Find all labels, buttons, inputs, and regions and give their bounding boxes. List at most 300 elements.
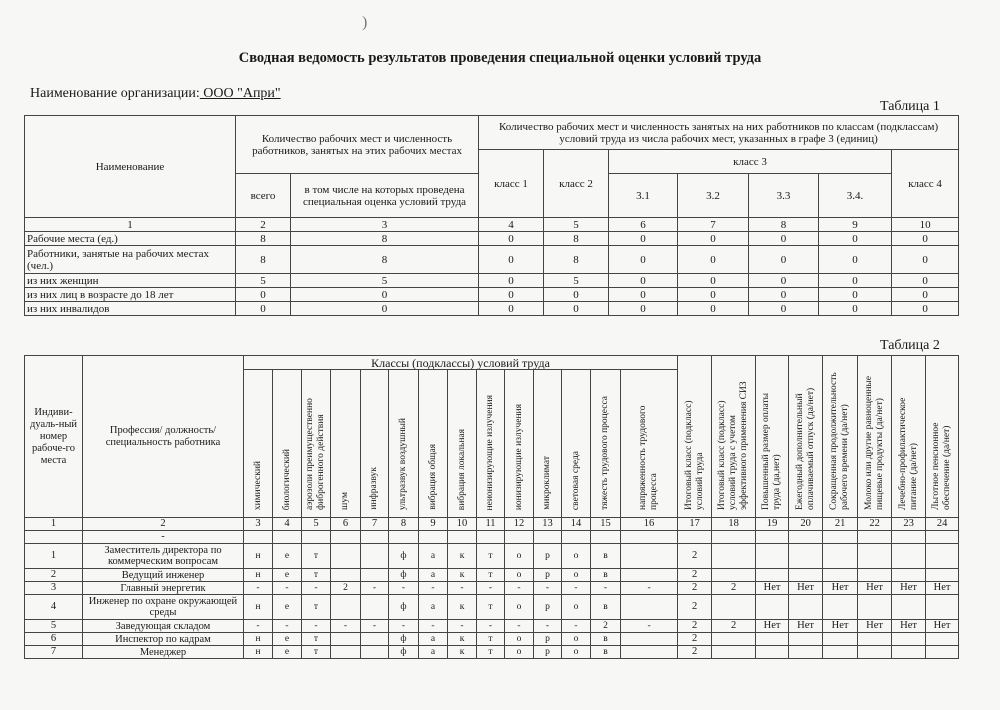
cell: о bbox=[505, 569, 534, 582]
header-factor-labor-intensity bbox=[621, 370, 678, 518]
cell: 0 bbox=[749, 288, 819, 302]
cell: - bbox=[83, 531, 244, 544]
header-name: Наименование bbox=[25, 116, 236, 218]
cell: - bbox=[505, 620, 534, 633]
header-vacation bbox=[789, 356, 823, 518]
cell: т bbox=[477, 569, 505, 582]
cell: 8 bbox=[236, 246, 291, 274]
cell: 0 bbox=[544, 288, 609, 302]
cell: - bbox=[273, 620, 302, 633]
cell bbox=[712, 569, 756, 582]
cell bbox=[712, 646, 756, 659]
profession: Менеджер bbox=[83, 646, 244, 659]
workplace-id: 5 bbox=[25, 620, 83, 633]
header-text: биологический bbox=[281, 448, 292, 510]
cell: к bbox=[448, 646, 477, 659]
cell bbox=[926, 544, 959, 569]
cell: а bbox=[419, 595, 448, 620]
cell bbox=[712, 633, 756, 646]
cell bbox=[331, 569, 361, 582]
row-name: Рабочие места (ед.) bbox=[25, 232, 236, 246]
cell: т bbox=[302, 569, 331, 582]
cell: о bbox=[562, 646, 591, 659]
cell bbox=[361, 633, 389, 646]
cell: - bbox=[477, 620, 505, 633]
cell: 0 bbox=[819, 232, 892, 246]
cell: о bbox=[562, 633, 591, 646]
cell: 5 bbox=[544, 274, 609, 288]
cell: 2 bbox=[678, 633, 712, 646]
header-factor-vibration-general bbox=[419, 370, 448, 518]
cell bbox=[756, 595, 789, 620]
col-num: 20 bbox=[789, 518, 823, 531]
cell bbox=[25, 531, 83, 544]
cell: Нет bbox=[858, 620, 892, 633]
cell bbox=[789, 595, 823, 620]
cell: е bbox=[273, 595, 302, 620]
header-factor-vibration-local bbox=[448, 370, 477, 518]
cell bbox=[823, 646, 858, 659]
cell: ф bbox=[389, 569, 419, 582]
cell: 0 bbox=[479, 302, 544, 316]
col-num: 15 bbox=[591, 518, 621, 531]
cell: р bbox=[534, 569, 562, 582]
col-num: 9 bbox=[819, 218, 892, 232]
header-class3-4: 3.4. bbox=[819, 174, 892, 218]
cell: 2 bbox=[678, 569, 712, 582]
cell: 0 bbox=[678, 232, 749, 246]
cell: Нет bbox=[823, 620, 858, 633]
cell bbox=[926, 646, 959, 659]
cell: 5 bbox=[236, 274, 291, 288]
cell: р bbox=[534, 646, 562, 659]
header-factor-infrasound bbox=[361, 370, 389, 518]
cell bbox=[331, 633, 361, 646]
header-text: Льготное пенсионное обеспечение (да/нет) bbox=[931, 422, 953, 510]
cell: 0 bbox=[749, 302, 819, 316]
cell: - bbox=[621, 620, 678, 633]
col-num: 5 bbox=[544, 218, 609, 232]
cell: т bbox=[477, 633, 505, 646]
cell bbox=[331, 646, 361, 659]
header-class3-2: 3.2 bbox=[678, 174, 749, 218]
col-num: 10 bbox=[892, 218, 959, 232]
cell: 0 bbox=[291, 288, 479, 302]
cell: - bbox=[591, 582, 621, 595]
header-short-time bbox=[823, 356, 858, 518]
cell: - bbox=[273, 582, 302, 595]
cell: в bbox=[591, 595, 621, 620]
cell: 8 bbox=[544, 246, 609, 274]
header-text: ионизирующие излучения bbox=[513, 403, 524, 510]
cell: - bbox=[389, 620, 419, 633]
hole-punch-mark: ) bbox=[362, 14, 368, 31]
cell bbox=[331, 595, 361, 620]
col-num: 1 bbox=[25, 218, 236, 232]
cell bbox=[361, 544, 389, 569]
cell bbox=[361, 646, 389, 659]
header-food bbox=[892, 356, 926, 518]
col-num: 18 bbox=[712, 518, 756, 531]
cell: а bbox=[419, 544, 448, 569]
cell: Нет bbox=[823, 582, 858, 595]
cell: а bbox=[419, 646, 448, 659]
table-row bbox=[25, 544, 959, 569]
col-num: 2 bbox=[236, 218, 291, 232]
cell: 0 bbox=[892, 274, 959, 288]
col-num: 22 bbox=[858, 518, 892, 531]
cell: 0 bbox=[479, 288, 544, 302]
col-num: 3 bbox=[244, 518, 273, 531]
cell: - bbox=[534, 582, 562, 595]
cell: 0 bbox=[819, 246, 892, 274]
cell: т bbox=[477, 544, 505, 569]
cell: - bbox=[302, 620, 331, 633]
cell bbox=[858, 544, 892, 569]
row-name: Работники, занятые на рабочих местах (чел.) bbox=[25, 246, 236, 274]
cell: 0 bbox=[892, 288, 959, 302]
cell: 0 bbox=[609, 274, 678, 288]
cell: 8 bbox=[236, 232, 291, 246]
header-class3-3: 3.3 bbox=[749, 174, 819, 218]
header-class1: класс 1 bbox=[479, 150, 544, 218]
workplace-id: 3 bbox=[25, 582, 83, 595]
cell: о bbox=[562, 544, 591, 569]
cell bbox=[361, 569, 389, 582]
header-workplaces-group: Количество рабочих мест и численность работников, занятых на этих рабочих местах bbox=[236, 116, 479, 174]
col-num: 9 bbox=[419, 518, 448, 531]
cell: - bbox=[419, 582, 448, 595]
cell bbox=[892, 595, 926, 620]
separator-row bbox=[25, 531, 959, 544]
cell: 0 bbox=[609, 302, 678, 316]
cell bbox=[858, 569, 892, 582]
cell: 0 bbox=[479, 246, 544, 274]
table1-label: Таблица 1 bbox=[880, 99, 940, 114]
col-num: 10 bbox=[448, 518, 477, 531]
column-numbers-row bbox=[25, 218, 959, 232]
cell bbox=[756, 633, 789, 646]
cell: ф bbox=[389, 646, 419, 659]
cell: 2 bbox=[678, 544, 712, 569]
header-factor-noise bbox=[331, 370, 361, 518]
cell: 0 bbox=[749, 232, 819, 246]
cell: 2 bbox=[678, 582, 712, 595]
header-factor-aerosols bbox=[302, 370, 331, 518]
col-num: 6 bbox=[331, 518, 361, 531]
cell: к bbox=[448, 633, 477, 646]
header-factor-labor-severity bbox=[591, 370, 621, 518]
table-row bbox=[25, 582, 959, 595]
col-num: 3 bbox=[291, 218, 479, 232]
header-text: инфразвук bbox=[369, 467, 379, 510]
col-num: 21 bbox=[823, 518, 858, 531]
header-classes-group: Классы (подклассы) условий труда bbox=[244, 356, 678, 370]
cell bbox=[823, 544, 858, 569]
cell: Нет bbox=[892, 620, 926, 633]
col-num: 14 bbox=[562, 518, 591, 531]
profession: Заместитель директора по коммерческим вопросам bbox=[83, 544, 244, 569]
header-workplace-id: Индиви-дуаль-ный номер рабоче-го места bbox=[25, 356, 83, 518]
header-text: неионизирующие излучения bbox=[485, 394, 495, 510]
header-text: Итоговый класс (подкласс) условий труда с учетом эффективного применения СИЗ bbox=[717, 381, 750, 510]
cell: а bbox=[419, 569, 448, 582]
cell bbox=[823, 569, 858, 582]
cell: Нет bbox=[926, 582, 959, 595]
header-profession: Профессия/ должность/ специальность работника bbox=[83, 356, 244, 518]
header-total: всего bbox=[236, 174, 291, 218]
cell: 8 bbox=[544, 232, 609, 246]
cell: - bbox=[331, 620, 361, 633]
cell: н bbox=[244, 633, 273, 646]
cell: - bbox=[562, 582, 591, 595]
row-name: из них инвалидов bbox=[25, 302, 236, 316]
summary-table-2 bbox=[24, 355, 959, 659]
table-row bbox=[25, 633, 959, 646]
cell: - bbox=[389, 582, 419, 595]
cell bbox=[789, 544, 823, 569]
cell: Нет bbox=[756, 582, 789, 595]
col-num: 8 bbox=[749, 218, 819, 232]
cell bbox=[621, 646, 678, 659]
document-title: Сводная ведомость результатов проведения специальной оценки условий труда bbox=[238, 50, 762, 66]
cell bbox=[331, 544, 361, 569]
cell bbox=[858, 646, 892, 659]
table-row bbox=[25, 274, 959, 288]
header-assessed: в том числе на которых проведена специальная оценка условий труда bbox=[291, 174, 479, 218]
cell: о bbox=[562, 569, 591, 582]
cell: н bbox=[244, 595, 273, 620]
header-text: Лечебно-профилактическое питание (да/нет) bbox=[897, 397, 919, 510]
col-num: 12 bbox=[505, 518, 534, 531]
header-factor-ionizing bbox=[505, 370, 534, 518]
cell: о bbox=[562, 595, 591, 620]
col-num: 19 bbox=[756, 518, 789, 531]
cell: 5 bbox=[291, 274, 479, 288]
summary-table-1 bbox=[24, 115, 959, 316]
cell: ф bbox=[389, 544, 419, 569]
cell: т bbox=[302, 544, 331, 569]
header-text: шум bbox=[340, 492, 350, 510]
cell: е bbox=[273, 633, 302, 646]
cell: 0 bbox=[678, 274, 749, 288]
cell: - bbox=[448, 582, 477, 595]
cell: - bbox=[361, 582, 389, 595]
cell: 8 bbox=[291, 232, 479, 246]
header-factor-microclimate bbox=[534, 370, 562, 518]
table2-label: Таблица 2 bbox=[880, 338, 940, 353]
cell bbox=[823, 595, 858, 620]
header-milk bbox=[858, 356, 892, 518]
cell: Нет bbox=[858, 582, 892, 595]
header-text: Сокращенная продолжительность рабочего времени (да/нет) bbox=[829, 372, 851, 510]
col-num: 6 bbox=[609, 218, 678, 232]
col-num: 13 bbox=[534, 518, 562, 531]
col-num: 4 bbox=[273, 518, 302, 531]
cell: в bbox=[591, 633, 621, 646]
col-num: 7 bbox=[361, 518, 389, 531]
col-num: 23 bbox=[892, 518, 926, 531]
cell: 0 bbox=[609, 232, 678, 246]
table-row bbox=[25, 246, 959, 274]
header-pay bbox=[756, 356, 789, 518]
cell: 0 bbox=[892, 232, 959, 246]
header-final-class-siz bbox=[712, 356, 756, 518]
col-num: 7 bbox=[678, 218, 749, 232]
cell: к bbox=[448, 595, 477, 620]
col-num: 16 bbox=[621, 518, 678, 531]
cell bbox=[756, 646, 789, 659]
cell: 2 bbox=[591, 620, 621, 633]
cell bbox=[892, 633, 926, 646]
cell: о bbox=[505, 595, 534, 620]
row-name: из них лиц в возрасте до 18 лет bbox=[25, 288, 236, 302]
profession: Инженер по охране окружающей среды bbox=[83, 595, 244, 620]
cell: 0 bbox=[609, 246, 678, 274]
cell: т bbox=[477, 595, 505, 620]
cell: Нет bbox=[789, 620, 823, 633]
cell: к bbox=[448, 544, 477, 569]
col-num: 1 bbox=[25, 518, 83, 531]
cell: - bbox=[244, 620, 273, 633]
cell: н bbox=[244, 544, 273, 569]
cell: 0 bbox=[479, 232, 544, 246]
cell: - bbox=[621, 582, 678, 595]
header-classes-group: Количество рабочих мест и численность занятых на них работников по классам (подклассам) условий труда из числа рабочих мест, указанных в графе 3 (единиц) bbox=[479, 116, 959, 150]
header-text: аэрозоли преимущественно фиброгенного действия bbox=[305, 398, 326, 510]
cell: - bbox=[244, 582, 273, 595]
cell: 0 bbox=[749, 246, 819, 274]
header-class3: класс 3 bbox=[609, 150, 892, 174]
cell bbox=[926, 633, 959, 646]
cell: - bbox=[419, 620, 448, 633]
header-text: ультразвук воздушный bbox=[398, 417, 408, 510]
workplace-id: 1 bbox=[25, 544, 83, 569]
cell: 0 bbox=[892, 246, 959, 274]
header-pension bbox=[926, 356, 959, 518]
table-row bbox=[25, 232, 959, 246]
col-num: 17 bbox=[678, 518, 712, 531]
cell: 8 bbox=[291, 246, 479, 274]
header-text: напряженность трудового процесса bbox=[638, 405, 660, 510]
cell: - bbox=[562, 620, 591, 633]
cell: 2 bbox=[712, 582, 756, 595]
header-class4: класс 4 bbox=[892, 150, 959, 218]
cell bbox=[892, 544, 926, 569]
header-class2: класс 2 bbox=[544, 150, 609, 218]
cell: т bbox=[302, 646, 331, 659]
workplace-id: 7 bbox=[25, 646, 83, 659]
cell: в bbox=[591, 544, 621, 569]
cell: н bbox=[244, 569, 273, 582]
header-factor-ultrasound bbox=[389, 370, 419, 518]
cell bbox=[858, 633, 892, 646]
header-final-class bbox=[678, 356, 712, 518]
profession: Главный энергетик bbox=[83, 582, 244, 595]
column-numbers-row bbox=[25, 518, 959, 531]
organization-line bbox=[30, 86, 281, 102]
cell: а bbox=[419, 633, 448, 646]
cell: - bbox=[302, 582, 331, 595]
cell bbox=[926, 569, 959, 582]
cell: в bbox=[591, 569, 621, 582]
cell bbox=[926, 595, 959, 620]
col-num: 11 bbox=[477, 518, 505, 531]
cell: Нет bbox=[926, 620, 959, 633]
cell: 0 bbox=[678, 246, 749, 274]
cell: 0 bbox=[236, 288, 291, 302]
cell: р bbox=[534, 633, 562, 646]
cell: р bbox=[534, 544, 562, 569]
cell: 0 bbox=[819, 274, 892, 288]
cell: о bbox=[505, 646, 534, 659]
cell: Нет bbox=[789, 582, 823, 595]
cell bbox=[361, 595, 389, 620]
header-factor-chemical bbox=[244, 370, 273, 518]
cell bbox=[756, 544, 789, 569]
header-text: вибрация общая bbox=[427, 444, 438, 510]
cell bbox=[621, 633, 678, 646]
table-row bbox=[25, 595, 959, 620]
cell bbox=[712, 595, 756, 620]
table-row bbox=[25, 646, 959, 659]
cell bbox=[756, 569, 789, 582]
cell: е bbox=[273, 569, 302, 582]
header-class3-1: 3.1 bbox=[609, 174, 678, 218]
cell bbox=[621, 595, 678, 620]
cell: 0 bbox=[236, 302, 291, 316]
cell: 2 bbox=[678, 620, 712, 633]
header-text: химический bbox=[252, 460, 263, 510]
table-row bbox=[25, 569, 959, 582]
cell: 0 bbox=[609, 288, 678, 302]
row-name: из них женщин bbox=[25, 274, 236, 288]
cell: 0 bbox=[892, 302, 959, 316]
profession: Инспектор по кадрам bbox=[83, 633, 244, 646]
cell bbox=[858, 595, 892, 620]
cell: е bbox=[273, 646, 302, 659]
cell: о bbox=[505, 633, 534, 646]
cell: 0 bbox=[291, 302, 479, 316]
cell: 0 bbox=[479, 274, 544, 288]
cell: - bbox=[448, 620, 477, 633]
header-text: Молоко или другие равноценные пищевые продукты (да/нет) bbox=[863, 375, 885, 510]
cell: - bbox=[534, 620, 562, 633]
cell bbox=[892, 646, 926, 659]
cell: Нет bbox=[892, 582, 926, 595]
header-factor-nonionizing bbox=[477, 370, 505, 518]
col-num: 4 bbox=[479, 218, 544, 232]
header-factor-biological bbox=[273, 370, 302, 518]
cell: о bbox=[505, 544, 534, 569]
cell: - bbox=[505, 582, 534, 595]
workplace-id: 4 bbox=[25, 595, 83, 620]
header-text: Ежегодный дополнительный оплачиваемый отпуск (да/нет) bbox=[794, 387, 816, 510]
table-row bbox=[25, 620, 959, 633]
cell: т bbox=[477, 646, 505, 659]
cell: р bbox=[534, 595, 562, 620]
cell bbox=[712, 544, 756, 569]
header-text: Повышенный размер оплаты труда (да,нет) bbox=[761, 392, 783, 510]
cell bbox=[892, 569, 926, 582]
cell: Нет bbox=[756, 620, 789, 633]
cell: ф bbox=[389, 595, 419, 620]
header-text: микроклимат bbox=[542, 456, 552, 510]
cell: к bbox=[448, 569, 477, 582]
cell bbox=[823, 633, 858, 646]
cell: 2 bbox=[712, 620, 756, 633]
cell: в bbox=[591, 646, 621, 659]
